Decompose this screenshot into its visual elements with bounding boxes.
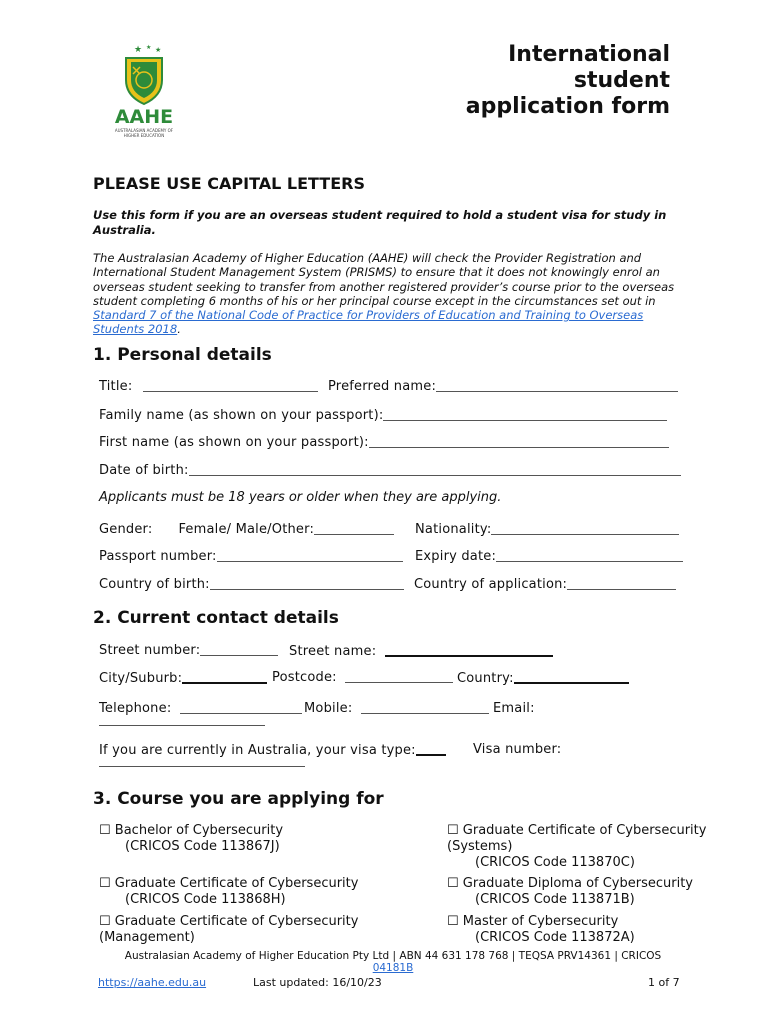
course-name: Master of Cybersecurity (462, 914, 619, 929)
footer (93, 950, 693, 974)
street-number-input-line[interactable] (200, 643, 278, 656)
label: Visa number: (473, 742, 562, 757)
course-code: (CRICOS Code 113870C) (475, 855, 635, 870)
cricos-link[interactable]: 04181B (372, 962, 414, 974)
first-name-input-line[interactable] (369, 435, 669, 448)
website-link[interactable]: https://aahe.edu.au (98, 976, 207, 989)
email-input-line[interactable] (99, 725, 265, 726)
label: City/Suburb: (99, 671, 183, 686)
mobile-field[interactable] (304, 701, 489, 716)
city-field[interactable] (99, 670, 267, 686)
gender-input-line[interactable] (314, 522, 394, 535)
gender-options: Female/ Male/Other: (178, 522, 315, 537)
checkbox-icon[interactable]: ☐ (447, 823, 459, 838)
street-name-field[interactable] (289, 643, 553, 659)
city-input-line[interactable] (182, 670, 267, 684)
course-name: Bachelor of Cybersecurity (114, 823, 284, 838)
country-birth-field[interactable] (99, 577, 404, 592)
course-name: Graduate Diploma of Cybersecurity (462, 876, 694, 891)
street-number-field[interactable] (99, 643, 278, 658)
family-name-field[interactable] (99, 408, 667, 423)
section-course-heading: 3. Course you are applying for (93, 789, 384, 809)
label: Street number: (99, 643, 201, 658)
title-input-line[interactable] (143, 379, 318, 392)
label: Email: (493, 701, 535, 716)
title-field[interactable] (99, 379, 318, 394)
label: Title: (99, 379, 133, 394)
intro-paragraph (93, 251, 693, 337)
telephone-input-line[interactable] (180, 701, 302, 714)
logo-subtext: AUSTRALASIAN ACADEMY OF HIGHER EDUCATION (114, 128, 174, 138)
course-option-grad-diploma[interactable] (447, 876, 693, 908)
email-field[interactable] (493, 701, 535, 716)
nationality-field[interactable] (415, 522, 679, 537)
section-personal-heading: 1. Personal details (93, 345, 272, 365)
label: Nationality: (415, 522, 492, 537)
svg-text:★: ★ (155, 46, 162, 54)
checkbox-icon[interactable]: ☐ (99, 823, 111, 838)
expiry-date-input-line[interactable] (496, 549, 683, 562)
course-name: Graduate Certificate of Cybersecurity (114, 914, 359, 929)
course-name: Graduate Certificate of Cybersecurity (462, 823, 707, 838)
expiry-date-field[interactable] (415, 549, 683, 564)
preferred-name-input-line[interactable] (436, 379, 678, 392)
label: Mobile: (304, 701, 353, 716)
title-line: application form (465, 94, 670, 119)
svg-text:★: ★ (134, 45, 143, 55)
aahe-logo (104, 40, 184, 145)
country-application-field[interactable] (414, 577, 676, 592)
first-name-field[interactable] (99, 435, 669, 450)
intro-end: . (177, 322, 181, 337)
mobile-input-line[interactable] (361, 701, 489, 714)
last-updated: Last updated: 16/10/23 (253, 976, 382, 989)
course-code: (CRICOS Code 113867J) (125, 839, 280, 854)
country-input-line[interactable] (514, 670, 629, 684)
label: Family name (as shown on your passport): (99, 408, 384, 423)
svg-text:★: ★ (146, 44, 152, 51)
label: Passport number: (99, 549, 217, 564)
checkbox-icon[interactable]: ☐ (99, 876, 111, 891)
section-contact-heading: 2. Current contact details (93, 608, 339, 628)
dob-field[interactable] (99, 463, 681, 478)
intro-text: The Australasian Academy of Higher Education (AAHE) will check the Provider Registration and International Student Management System (PRISMS) to ensure that it does not knowingly enrol an overseas student seeking to transfer from another registered provider’s course prior to the overseas student completing 6 months of his or her principal course except in the circumstances set out in (93, 251, 675, 308)
visa-number-field[interactable] (473, 742, 561, 757)
telephone-field[interactable] (99, 701, 302, 716)
course-option-bachelor[interactable] (99, 823, 283, 855)
country-application-input-line[interactable] (567, 577, 676, 590)
street-name-input-line[interactable] (385, 643, 553, 657)
age-note: Applicants must be 18 years or older when they are applying. (99, 490, 502, 505)
checkbox-icon[interactable]: ☐ (447, 914, 459, 929)
course-option-grad-cert[interactable] (99, 876, 358, 908)
label: Country: (457, 671, 514, 686)
capitals-heading: PLEASE USE CAPITAL LETTERS (93, 174, 365, 193)
label: Date of birth: (99, 463, 189, 478)
nationality-input-line[interactable] (491, 522, 679, 535)
course-code: (CRICOS Code 113868H) (125, 892, 286, 907)
preferred-name-field[interactable] (328, 379, 678, 394)
course-specialisation: (Systems) (447, 839, 513, 854)
dob-input-line[interactable] (189, 463, 681, 476)
label: Expiry date: (415, 549, 497, 564)
title-line: International (508, 42, 670, 67)
course-specialisation: (Management) (99, 930, 195, 945)
label: Country of birth: (99, 577, 210, 592)
label: First name (as shown on your passport): (99, 435, 369, 450)
page-title (410, 42, 670, 120)
label: Gender: (99, 522, 153, 537)
country-birth-input-line[interactable] (210, 577, 404, 590)
page-number: 1 of 7 (648, 976, 680, 989)
intro-bold: Use this form if you are an overseas student required to hold a student visa for study in Australia. (93, 208, 667, 237)
checkbox-icon[interactable]: ☐ (447, 876, 459, 891)
label: Telephone: (99, 701, 172, 716)
visa-type-field[interactable] (99, 742, 446, 758)
passport-number-field[interactable] (99, 549, 403, 564)
label: Street name: (289, 644, 377, 659)
course-code: (CRICOS Code 113871B) (475, 892, 635, 907)
course-option-grad-cert-management[interactable] (99, 914, 358, 946)
svg-text:AAHE: AAHE (114, 106, 174, 128)
course-code: (CRICOS Code 113872A) (475, 930, 635, 945)
visa-number-input-line[interactable] (99, 766, 305, 767)
family-name-input-line[interactable] (383, 408, 667, 421)
label: Country of application: (414, 577, 568, 592)
visa-type-input-line[interactable] (416, 742, 446, 756)
national-code-link[interactable]: Standard 7 of the National Code of Practice for Providers of Education and Training to Overseas Students 2018 (93, 308, 644, 337)
label: If you are currently in Australia, your visa type: (99, 743, 416, 758)
footer-text: Australasian Academy of Higher Education Pty Ltd | ABN 44 631 178 768 | TEQSA PRV14361 | CRICOS (124, 950, 662, 962)
country-field[interactable] (457, 670, 629, 686)
course-option-master[interactable] (447, 914, 635, 946)
gender-field[interactable] (99, 522, 394, 537)
label: Preferred name: (328, 379, 437, 394)
checkbox-icon[interactable]: ☐ (99, 914, 111, 929)
postcode-field[interactable] (272, 670, 453, 685)
label: Postcode: (272, 670, 337, 685)
title-line: student (573, 68, 670, 93)
course-name: Graduate Certificate of Cybersecurity (114, 876, 359, 891)
passport-number-input-line[interactable] (217, 549, 403, 562)
course-option-grad-cert-systems[interactable] (447, 823, 706, 871)
postcode-input-line[interactable] (345, 670, 453, 683)
